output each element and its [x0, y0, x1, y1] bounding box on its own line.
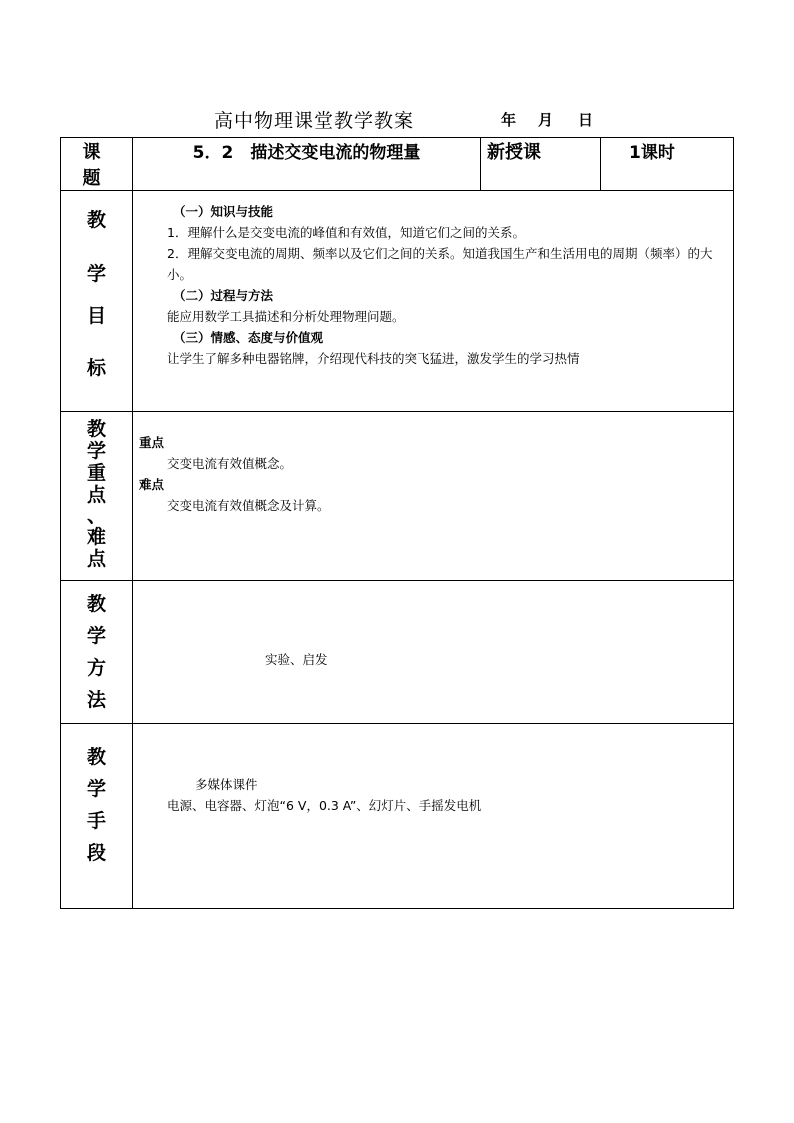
emotion-heading: （三）情感、态度与价值观	[173, 330, 324, 345]
date-month-label: 月	[538, 111, 554, 129]
knowledge-heading: （一）知识与技能	[173, 204, 274, 219]
key-points-label: 教 学 重 点 、 难 点	[61, 412, 133, 581]
methods-text: 实验、启发	[265, 652, 328, 667]
date-year-label: 年	[501, 111, 517, 129]
goals-label: 教 学 目 标	[61, 191, 133, 412]
difficult-point-heading: 难点	[139, 477, 165, 492]
methods-content	[133, 581, 734, 724]
goals-row	[61, 191, 734, 412]
lesson-plan-table	[60, 137, 734, 909]
date-day-label: 日	[578, 111, 594, 129]
goals-content	[133, 191, 734, 412]
difficult-point-text: 交变电流有效值概念及计算。	[167, 498, 330, 513]
means-line-2: 电源、电容器、灯泡“6 V，0.3 A”、幻灯片、手摇发电机	[167, 798, 482, 813]
topic-label: 课 题	[61, 138, 133, 191]
methods-label: 教 学 方 法	[61, 581, 133, 724]
means-label: 教 学 手 段	[61, 724, 133, 909]
means-content	[133, 724, 734, 909]
knowledge-item-1: 1．理解什么是交变电流的峰值和有效值，知道它们之间的关系。	[167, 225, 525, 240]
lesson-topic: 5．2 描述交变电流的物理量	[133, 138, 481, 191]
process-heading: （二）过程与方法	[173, 288, 274, 303]
key-point-heading: 重点	[139, 435, 165, 450]
knowledge-item-2: 2．理解交变电流的周期、频率以及它们之间的关系。知道我国生产和生活用电的周期（频率）的大小。	[167, 246, 713, 282]
means-line-1: 多媒体课件	[195, 777, 258, 792]
methods-row	[61, 581, 734, 724]
key-points-content	[133, 412, 734, 581]
means-row	[61, 724, 734, 909]
lesson-type: 新授课	[481, 138, 601, 191]
lesson-hours: 1课时	[601, 138, 734, 191]
key-point-text: 交变电流有效值概念。	[167, 456, 293, 471]
topic-row	[61, 138, 734, 191]
emotion-text: 让学生了解多种电器铭牌，介绍现代科技的突飞猛进，激发学生的学习热情	[167, 351, 580, 366]
key-points-row	[61, 412, 734, 581]
process-text: 能应用数学工具描述和分析处理物理问题。	[167, 309, 405, 324]
document-header	[0, 106, 794, 132]
document-title: 高中物理课堂教学教案	[214, 110, 415, 132]
